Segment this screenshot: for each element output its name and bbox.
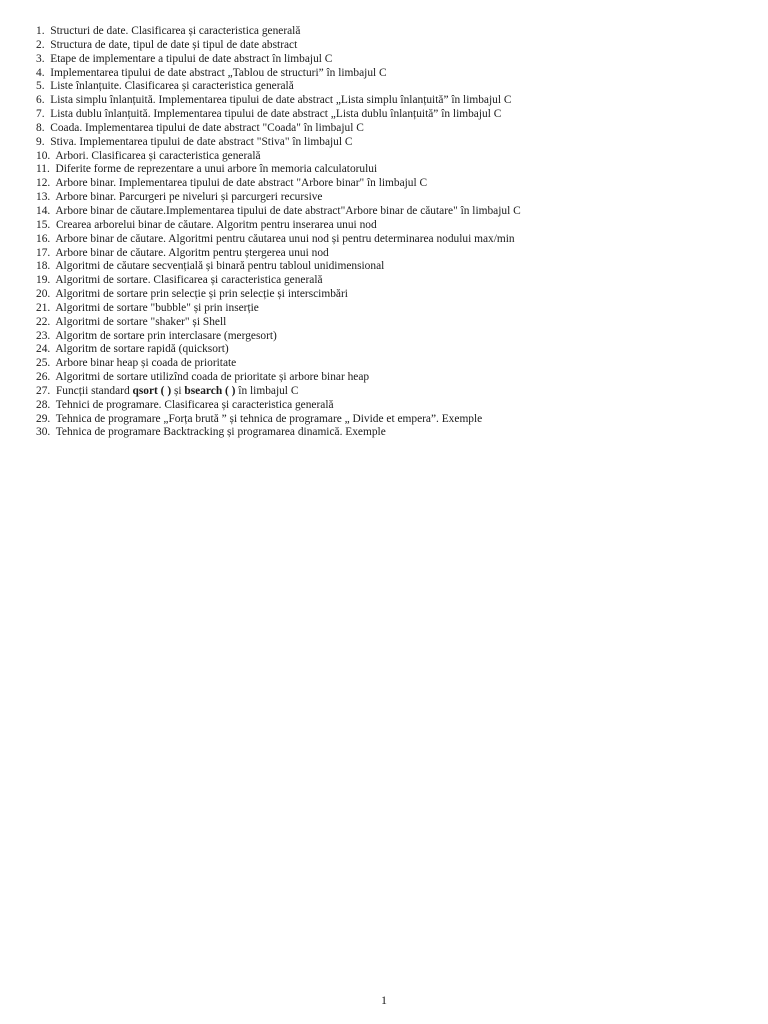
item-number: 10. — [36, 149, 51, 162]
item-text: Tehnica de programare Backtracking și programarea dinamică. Exemple — [55, 426, 386, 439]
item-number: 25. — [36, 357, 51, 370]
list-item — [36, 136, 756, 150]
item-text: Diferite forme de reprezentare a unui arbore în memoria calculatorului — [55, 163, 378, 176]
item-text: Algoritmi de sortare. Clasificarea și caracteristica generală — [55, 274, 323, 287]
item-number: 3. — [36, 52, 45, 65]
item-number: 13. — [36, 191, 51, 204]
list-item — [36, 150, 756, 164]
list-item — [36, 94, 756, 108]
item-number: 29. — [36, 412, 51, 425]
list-item — [36, 302, 756, 316]
item-number: 16. — [36, 232, 51, 245]
item-text: Implementarea tipului de date abstract „Tablou de structuri” în limbajul C — [50, 66, 387, 79]
item-number: 22. — [36, 315, 51, 328]
item-text: Arbore binar. Parcurgeri pe niveluri și parcurgeri recursive — [55, 191, 323, 204]
item-text: Arbori. Clasificarea și caracteristica generală — [55, 149, 261, 162]
page-number: 1 — [381, 993, 387, 1007]
list-item — [36, 67, 756, 81]
topic-list — [36, 25, 756, 440]
item-text: Algoritmi de sortare prin selecție și prin selecție și interscimbări — [55, 288, 348, 301]
list-item — [36, 385, 756, 399]
item-number: 5. — [36, 80, 45, 93]
item-text: Algoritmi de sortare utilizînd coada de prioritate și arbore binar heap — [55, 371, 370, 384]
item-text: Tehnici de programare. Clasificarea și caracteristica generală — [55, 398, 334, 411]
item-number: 20. — [36, 288, 51, 301]
list-item — [36, 191, 756, 205]
list-item — [36, 357, 756, 371]
item-text: Arbore binar de căutare. Algoritm pentru ștergerea unui nod — [55, 246, 329, 259]
item-number: 1. — [36, 25, 45, 37]
item-number: 4. — [36, 66, 45, 79]
item-text: Lista simplu înlanțuită. Implementarea tipului de date abstract „Lista simplu înlanțuită” în limbajul C — [50, 94, 512, 107]
item-text: Algoritm de sortare prin interclasare (mergesort) — [55, 329, 277, 342]
item-number: 23. — [36, 329, 51, 342]
list-item — [36, 177, 756, 191]
item-number: 2. — [36, 38, 45, 51]
list-item — [36, 343, 756, 357]
item-text: Structuri de date. Clasificarea și caracteristica generală — [50, 25, 301, 37]
item-number: 24. — [36, 343, 51, 356]
item-text: Algoritmi de căutare secvențială și binară pentru tabloul unidimensional — [55, 260, 385, 273]
list-item — [36, 25, 756, 39]
item-text: Arbore binar de căutare. Algoritmi pentru căutarea unui nod și pentru determinarea nodului max/min — [55, 232, 515, 245]
item-number: 7. — [36, 108, 45, 121]
list-item — [36, 122, 756, 136]
list-item — [36, 39, 756, 53]
list-item — [36, 219, 756, 233]
item-text: Algoritm de sortare rapidă (quicksort) — [55, 343, 229, 356]
item-text: Algoritmi de sortare "bubble" și prin inserție — [55, 301, 259, 314]
list-item — [36, 260, 756, 274]
item-text: Arbore binar heap și coada de prioritate — [55, 357, 237, 370]
item-number: 9. — [36, 135, 45, 148]
item-number: 21. — [36, 301, 51, 314]
list-item — [36, 233, 756, 247]
item-number: 8. — [36, 121, 45, 134]
list-item — [36, 371, 756, 385]
list-item — [36, 108, 756, 122]
list-item — [36, 274, 756, 288]
item-text: Arbore binar de căutare.Implementarea tipului de date abstract"Arbore binar de căutare" în limbajul C — [55, 204, 521, 217]
item-text: Structura de date, tipul de date și tipul de date abstract — [50, 38, 298, 51]
item-number: 11. — [36, 163, 50, 176]
item-number: 14. — [36, 204, 51, 217]
item-text: Lista dublu înlanțuită. Implementarea tipului de date abstract „Lista dublu înlanțuită” în limbajul C — [50, 108, 502, 121]
item-text-bold: bsearch ( ) — [184, 384, 236, 397]
item-number: 12. — [36, 177, 51, 190]
item-text: Coada. Implementarea tipului de date abstract "Coada" în limbajul C — [50, 121, 364, 134]
item-text: Crearea arborelui binar de căutare. Algoritm pentru inserarea unui nod — [55, 218, 377, 231]
item-number: 27. — [36, 384, 51, 397]
item-text: Liste înlanțuite. Clasificarea și caracteristica generală — [50, 80, 294, 93]
item-text-bold: qsort ( ) — [132, 384, 172, 397]
list-item — [36, 163, 756, 177]
list-item — [36, 80, 756, 94]
list-item — [36, 53, 756, 67]
item-text: Etape de implementare a tipului de date abstract în limbajul C — [50, 52, 333, 65]
item-number: 18. — [36, 260, 51, 273]
item-text: și — [171, 384, 185, 397]
item-text: în limbajul C — [235, 384, 299, 397]
list-item — [36, 288, 756, 302]
list-item — [36, 247, 756, 261]
item-number: 15. — [36, 218, 51, 231]
item-text: Algoritmi de sortare "shaker" și Shell — [55, 315, 227, 328]
item-number: 28. — [36, 398, 51, 411]
list-item — [36, 330, 756, 344]
list-item — [36, 399, 756, 413]
item-number: 6. — [36, 94, 45, 107]
item-text: Arbore binar. Implementarea tipului de date abstract "Arbore binar" în limbajul C — [55, 177, 428, 190]
item-number: 19. — [36, 274, 51, 287]
item-text: Funcții standard — [55, 384, 133, 397]
item-number: 26. — [36, 371, 51, 384]
item-number: 30. — [36, 426, 51, 439]
list-item — [36, 426, 756, 440]
list-item — [36, 205, 756, 219]
item-number: 17. — [36, 246, 51, 259]
item-text: Tehnica de programare „Forța brută ” și tehnica de programare „ Divide et empera”. Exemple — [55, 412, 483, 425]
list-item — [36, 316, 756, 330]
list-item — [36, 413, 756, 427]
item-text: Stiva. Implementarea tipului de date abstract "Stiva" în limbajul C — [50, 135, 353, 148]
